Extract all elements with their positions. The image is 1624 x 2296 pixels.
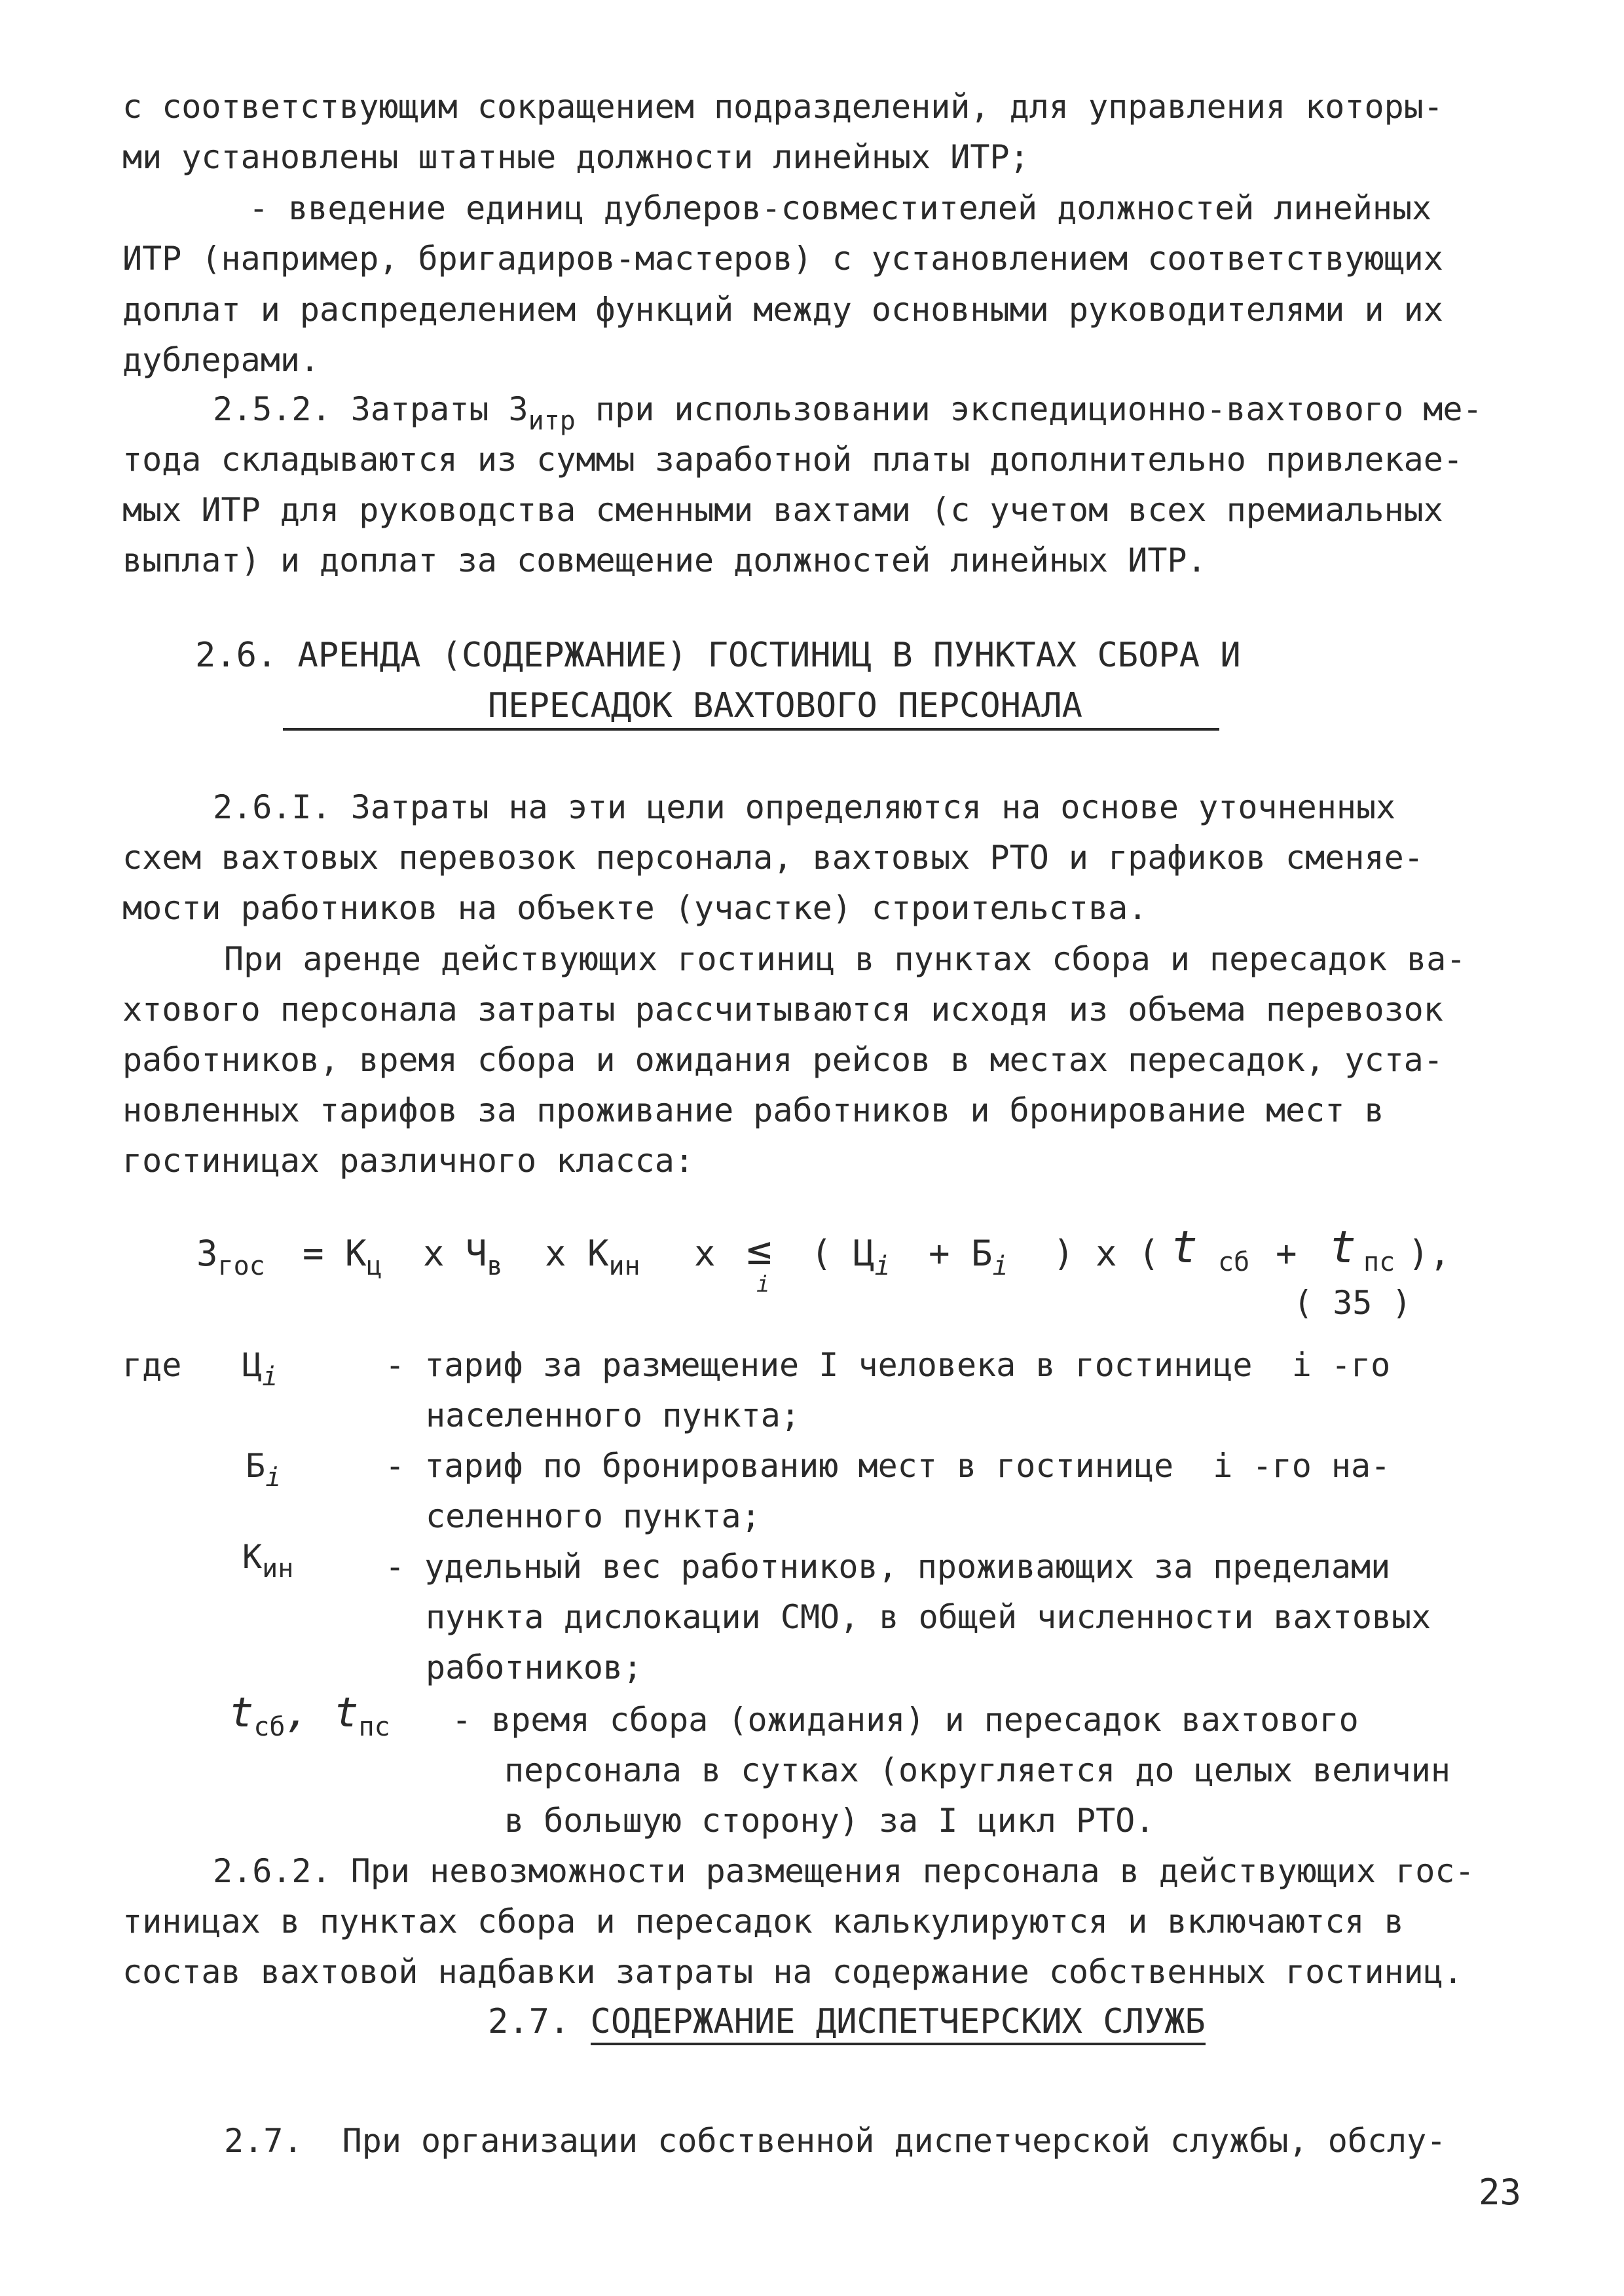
text-line: мости работников на объекте (участке) строительства.: [122, 889, 1148, 927]
definition-line: населенного пункта;: [426, 1396, 800, 1434]
formula-term: ),: [1408, 1233, 1451, 1274]
text-line: тода складываются из суммы заработной платы дополнительно привлекае-: [122, 441, 1463, 479]
formula-term: t: [1171, 1222, 1198, 1273]
text-line: тиницах в пунктах сбора и пересадок калькулируются и включаются в: [122, 1903, 1404, 1941]
text-line: При аренде действующих гостиниц в пунктах сбора и пересадок ва-: [224, 940, 1466, 978]
text-line: 2.6.I. Затраты на эти цели определяются на основе уточненных: [213, 788, 1396, 826]
def-symbol: $К_{ин}$: [242, 1538, 294, 1584]
page-number: 23: [1479, 2172, 1522, 2213]
text-line: состав вахтовой надбавки затраты на содержание собственных гостиниц.: [122, 1953, 1463, 1991]
text-line: выплат) и доплат за совмещение должностей линейных ИТР.: [122, 541, 1207, 579]
text-line: доплат и распределением функций между основными руководителями и их: [122, 291, 1443, 329]
text-line: хтового персонала затраты рассчитываются исходя из объема перевозок: [122, 991, 1443, 1029]
definition-line: пункта дислокации СМО, в общей численности вахтовых: [426, 1598, 1431, 1636]
text-line: [213, 390, 1483, 436]
text-line: новленных тарифов за проживание работников и бронирование мест в: [122, 1091, 1384, 1129]
section-heading: [488, 2002, 1206, 2041]
text-span: 2.5.2. Затраты З: [213, 390, 528, 428]
definition-line: - удельный вес работников, проживающих за пределами: [385, 1548, 1391, 1586]
definition-line: персонала в сутках (округляется до целых величин: [504, 1751, 1450, 1789]
def-symbol: $Ц_i$: [242, 1346, 278, 1392]
text-line: гостиницах различного класса:: [122, 1142, 694, 1180]
where-label: где: [122, 1346, 182, 1384]
sum-sign: ≤: [747, 1226, 772, 1275]
definition-line: - время сбора (ожидания) и пересадок вахтового: [452, 1701, 1359, 1739]
definition-line: - тариф по бронированию мест в гостинице i -го на-: [385, 1447, 1391, 1485]
section-heading: 2.6. АРЕНДА (СОДЕРЖАНИЕ) ГОСТИНИЦ В ПУНКТАХ СБОРА И: [195, 636, 1241, 675]
text-line: ми установлены штатные должности линейных ИТР;: [122, 138, 1029, 176]
text-span: при использовании экспедиционно-вахтового ме-: [575, 390, 1483, 428]
text-line: дублерами.: [122, 341, 320, 379]
sum-index: i: [756, 1271, 770, 1298]
text-line: мых ИТР для руководства сменными вахтами (с учетом всех премиальных: [122, 491, 1443, 529]
text-line: с соответствующим сокращением подразделений, для управления которы-: [122, 88, 1443, 126]
section-number: 2.7.: [488, 2002, 591, 2041]
def-symbol: $Б_i$: [246, 1447, 282, 1493]
formula-term: $З_{гос}$: [196, 1233, 265, 1281]
text-line: 2.6.2. При невозможности размещения персонала в действующих гос-: [213, 1852, 1475, 1890]
subscript: сб: [1218, 1247, 1250, 1277]
formula-term: х $Ч_в$: [423, 1233, 503, 1281]
def-symbol: $t_{сб}$, $t_{пс}$: [229, 1688, 390, 1742]
formula-term: +: [1276, 1233, 1297, 1274]
text-line: 2.7. При организации собственной диспетчерской службы, обслу-: [224, 2122, 1447, 2160]
section-heading: ПЕРЕСАДОК ВАХТОВОГО ПЕРСОНАЛА: [488, 686, 1082, 725]
text-line: схем вахтовых перевозок персонала, вахтовых РТО и графиков сменяе-: [122, 839, 1424, 877]
text-line: ИТР (например, бригадиров-мастеров) с установлением соответствующих: [122, 240, 1443, 278]
formula-term: = $К_ц$: [303, 1233, 382, 1281]
formula-term: х: [694, 1233, 716, 1274]
formula-number: ( 35 ): [1293, 1284, 1412, 1322]
formula-term: + $Б_i$: [929, 1233, 1008, 1281]
formula-term: х $К_{ин}$: [545, 1233, 640, 1281]
definition-line: в большую сторону) за I цикл РТО.: [504, 1802, 1155, 1840]
section-title: СОДЕРЖАНИЕ ДИСПЕТЧЕРСКИХ СЛУЖБ: [591, 2002, 1206, 2045]
text-line: - введение единиц дублеров-совместителей должностей линейных: [249, 189, 1432, 227]
heading-underline: [283, 728, 1219, 731]
subscript: пс: [1363, 1247, 1395, 1277]
formula-term: t: [1329, 1222, 1356, 1273]
definition-line: селенного пункта;: [426, 1497, 761, 1535]
formula-term: ) х (: [1053, 1233, 1160, 1274]
definition-line: работников;: [426, 1649, 643, 1686]
subscript: итр: [528, 406, 576, 436]
text-line: работников, время сбора и ожидания рейсов в местах пересадок, уста-: [122, 1041, 1443, 1079]
formula-term: ( $Ц_i$: [811, 1233, 891, 1281]
definition-line: - тариф за размещение I человека в гостинице i -го: [385, 1346, 1391, 1384]
